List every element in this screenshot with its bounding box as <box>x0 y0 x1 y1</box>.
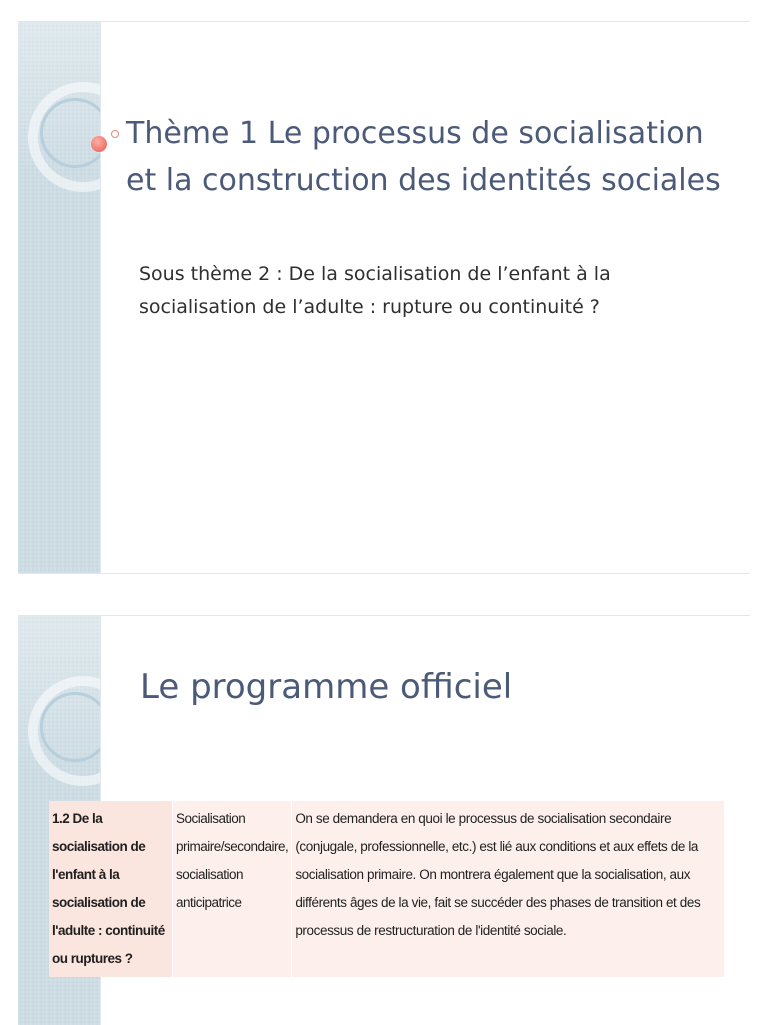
slide-title: Le programme officiel <box>140 667 513 707</box>
table-cell-indications: On se demandera en quoi le processus de socialisation secondaire (conjugale, professionnelle, etc.) est lié aux conditions et aux effets de la socialisation primaire. On montrera également que la socialisation, aux différents âges de la vie, fait se succéder des phases de transition et des processus de restructuration de l'identité sociale. <box>292 801 725 977</box>
slide-title: Thème 1 Le processus de socialisation et la construction des identités sociales <box>126 116 721 198</box>
table-cell-theme: 1.2 De la socialisation de l'enfant à la socialisation de l'adulte : continuité ou ruptures ? <box>49 801 173 977</box>
band-separator <box>100 22 101 573</box>
table-cell-notions: Socialisation primaire/secondaire, socialisation anticipatrice <box>173 801 292 977</box>
slide-1 <box>18 21 750 574</box>
table-row <box>49 801 725 977</box>
programme-table <box>49 801 725 977</box>
bullet-dot-icon <box>91 136 107 152</box>
decorative-rings <box>18 22 100 573</box>
slide-subtitle: Sous thème 2 : De la socialisation de l’enfant à la socialisation de l’adulte : rupture ou continuité ? <box>139 263 611 318</box>
small-ring-icon <box>111 130 119 138</box>
slide-2 <box>18 615 750 1025</box>
